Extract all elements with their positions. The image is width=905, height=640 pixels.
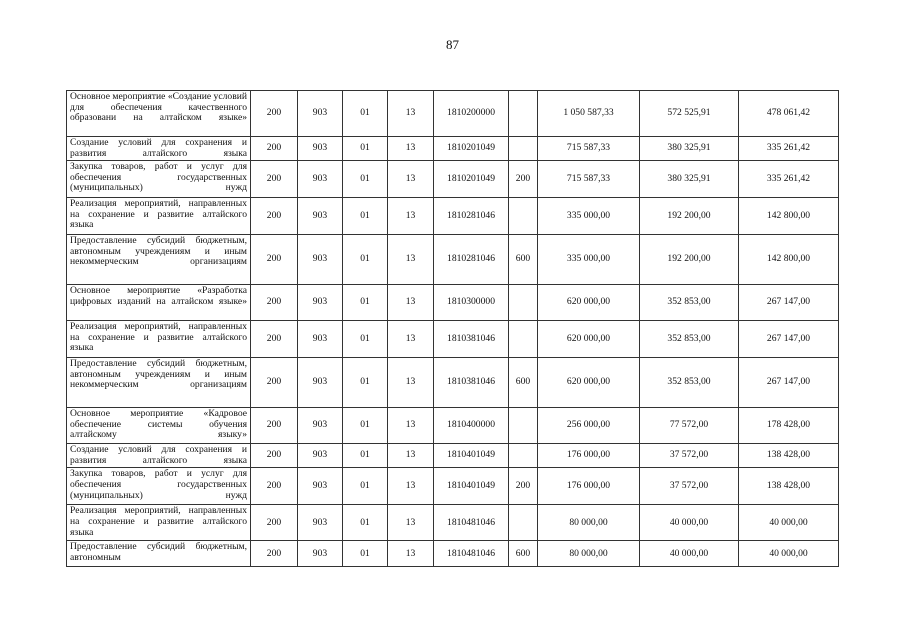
col-code-a: 200: [251, 541, 298, 567]
col-expense-type: [509, 408, 538, 444]
row-description: Реализация мероприятий, направленных на сохранение и развитие алтайского языка: [67, 321, 251, 358]
col-target-article: 1810200000: [434, 91, 509, 137]
col-target-article: 1810481046: [434, 505, 509, 541]
col-code-a: 200: [251, 468, 298, 505]
col-subsection: 13: [388, 198, 434, 235]
col-subsection: 13: [388, 444, 434, 468]
row-description: Основное мероприятие «Создание условий для обеспечения качественного образовани на алтайском языке»: [67, 91, 251, 137]
col-amount-year-1: 572 525,91: [640, 91, 739, 137]
col-expense-type: 200: [509, 161, 538, 198]
table-row: [67, 408, 839, 444]
col-expense-type: [509, 91, 538, 137]
col-amount-total: 80 000,00: [538, 505, 640, 541]
row-description: Основное мероприятие «Разработка цифровых изданий на алтайском языке»: [67, 285, 251, 321]
col-code-ministry: 903: [298, 541, 343, 567]
col-subsection: 13: [388, 468, 434, 505]
col-expense-type: 200: [509, 468, 538, 505]
table-row: [67, 285, 839, 321]
col-expense-type: [509, 321, 538, 358]
row-description: Создание условий для сохранения и развития алтайского языка: [67, 137, 251, 161]
col-code-a: 200: [251, 235, 298, 285]
col-subsection: 13: [388, 408, 434, 444]
col-code-a: 200: [251, 137, 298, 161]
col-amount-year-2: 138 428,00: [739, 468, 839, 505]
col-code-ministry: 903: [298, 468, 343, 505]
col-amount-year-2: 335 261,42: [739, 161, 839, 198]
row-description: Предоставление субсидий бюджетным, автономным учреждениям и иным некоммерческим организациям: [67, 358, 251, 408]
table-row: [67, 541, 839, 567]
col-code-ministry: 903: [298, 235, 343, 285]
col-code-ministry: 903: [298, 198, 343, 235]
row-description: Реализация мероприятий, направленных на сохранение и развитие алтайского языка: [67, 198, 251, 235]
col-code-ministry: 903: [298, 444, 343, 468]
col-expense-type: 600: [509, 235, 538, 285]
col-section: 01: [343, 137, 388, 161]
col-expense-type: [509, 198, 538, 235]
col-section: 01: [343, 198, 388, 235]
col-expense-type: 600: [509, 541, 538, 567]
table-row: [67, 137, 839, 161]
col-code-a: 200: [251, 444, 298, 468]
row-description: Предоставление субсидий бюджетным, автономным: [67, 541, 251, 567]
col-amount-total: 715 587,33: [538, 161, 640, 198]
col-expense-type: [509, 444, 538, 468]
col-code-a: 200: [251, 358, 298, 408]
col-amount-year-2: 40 000,00: [739, 541, 839, 567]
col-amount-year-2: 178 428,00: [739, 408, 839, 444]
col-amount-year-1: 380 325,91: [640, 137, 739, 161]
col-amount-total: 620 000,00: [538, 285, 640, 321]
col-target-article: 1810481046: [434, 541, 509, 567]
col-amount-year-1: 40 000,00: [640, 505, 739, 541]
col-amount-year-1: 37 572,00: [640, 444, 739, 468]
col-code-ministry: 903: [298, 358, 343, 408]
col-section: 01: [343, 541, 388, 567]
col-amount-year-1: 40 000,00: [640, 541, 739, 567]
row-description: Закупка товаров, работ и услуг для обеспечения государственных (муниципальных) нужд: [67, 468, 251, 505]
col-code-ministry: 903: [298, 91, 343, 137]
col-amount-year-2: 142 800,00: [739, 235, 839, 285]
col-code-a: 200: [251, 285, 298, 321]
table-row: [67, 235, 839, 285]
col-target-article: 1810381046: [434, 321, 509, 358]
col-target-article: 1810281046: [434, 198, 509, 235]
col-amount-year-2: 267 147,00: [739, 358, 839, 408]
table-row: [67, 161, 839, 198]
table-row: [67, 198, 839, 235]
col-subsection: 13: [388, 91, 434, 137]
col-amount-total: 80 000,00: [538, 541, 640, 567]
col-amount-total: 176 000,00: [538, 444, 640, 468]
col-amount-year-1: 192 200,00: [640, 198, 739, 235]
col-amount-year-1: 192 200,00: [640, 235, 739, 285]
col-amount-year-1: 352 853,00: [640, 285, 739, 321]
col-target-article: 1810401049: [434, 444, 509, 468]
table-row: [67, 505, 839, 541]
col-amount-total: 335 000,00: [538, 198, 640, 235]
col-code-a: 200: [251, 91, 298, 137]
col-expense-type: [509, 505, 538, 541]
col-target-article: 1810400000: [434, 408, 509, 444]
table-body: [67, 91, 839, 567]
table-row: [67, 444, 839, 468]
col-code-a: 200: [251, 321, 298, 358]
col-code-ministry: 903: [298, 408, 343, 444]
col-subsection: 13: [388, 505, 434, 541]
col-section: 01: [343, 468, 388, 505]
col-target-article: 1810401049: [434, 468, 509, 505]
col-amount-year-1: 352 853,00: [640, 358, 739, 408]
col-amount-year-2: 40 000,00: [739, 505, 839, 541]
col-code-ministry: 903: [298, 285, 343, 321]
col-code-ministry: 903: [298, 161, 343, 198]
col-expense-type: [509, 137, 538, 161]
col-section: 01: [343, 444, 388, 468]
col-amount-year-1: 380 325,91: [640, 161, 739, 198]
table-row: [67, 321, 839, 358]
col-section: 01: [343, 505, 388, 541]
col-amount-total: 335 000,00: [538, 235, 640, 285]
col-amount-year-2: 267 147,00: [739, 285, 839, 321]
col-amount-total: 256 000,00: [538, 408, 640, 444]
col-amount-total: 715 587,33: [538, 137, 640, 161]
col-amount-total: 620 000,00: [538, 358, 640, 408]
col-amount-total: 176 000,00: [538, 468, 640, 505]
table-row: [67, 91, 839, 137]
col-expense-type: [509, 285, 538, 321]
col-amount-year-2: 142 800,00: [739, 198, 839, 235]
col-amount-year-1: 77 572,00: [640, 408, 739, 444]
col-amount-year-2: 267 147,00: [739, 321, 839, 358]
col-expense-type: 600: [509, 358, 538, 408]
page-number: 87: [446, 37, 459, 52]
col-target-article: 1810300000: [434, 285, 509, 321]
col-section: 01: [343, 161, 388, 198]
table-row: [67, 468, 839, 505]
col-amount-year-2: 138 428,00: [739, 444, 839, 468]
col-code-a: 200: [251, 408, 298, 444]
col-subsection: 13: [388, 235, 434, 285]
col-section: 01: [343, 235, 388, 285]
col-target-article: 1810201049: [434, 161, 509, 198]
col-target-article: 1810201049: [434, 137, 509, 161]
col-code-a: 200: [251, 198, 298, 235]
col-subsection: 13: [388, 321, 434, 358]
col-code-ministry: 903: [298, 321, 343, 358]
col-subsection: 13: [388, 541, 434, 567]
col-section: 01: [343, 321, 388, 358]
col-subsection: 13: [388, 358, 434, 408]
col-amount-year-1: 352 853,00: [640, 321, 739, 358]
table-row: [67, 358, 839, 408]
col-subsection: 13: [388, 161, 434, 198]
col-section: 01: [343, 408, 388, 444]
col-subsection: 13: [388, 137, 434, 161]
col-target-article: 1810381046: [434, 358, 509, 408]
col-section: 01: [343, 358, 388, 408]
col-amount-total: 620 000,00: [538, 321, 640, 358]
row-description: Основное мероприятие «Кадровое обеспечение системы обучения алтайскому языку»: [67, 408, 251, 444]
col-code-a: 200: [251, 161, 298, 198]
row-description: Реализация мероприятий, направленных на сохранение и развитие алтайского языка: [67, 505, 251, 541]
col-amount-year-1: 37 572,00: [640, 468, 739, 505]
col-section: 01: [343, 91, 388, 137]
row-description: Предоставление субсидий бюджетным, автономным учреждениям и иным некоммерческим организациям: [67, 235, 251, 285]
col-amount-total: 1 050 587,33: [538, 91, 640, 137]
col-section: 01: [343, 285, 388, 321]
budget-table: [66, 90, 839, 567]
col-amount-year-2: 335 261,42: [739, 137, 839, 161]
col-amount-year-2: 478 061,42: [739, 91, 839, 137]
col-code-a: 200: [251, 505, 298, 541]
row-description: Закупка товаров, работ и услуг для обеспечения государственных (муниципальных) нужд: [67, 161, 251, 198]
col-code-ministry: 903: [298, 137, 343, 161]
col-subsection: 13: [388, 285, 434, 321]
col-target-article: 1810281046: [434, 235, 509, 285]
col-code-ministry: 903: [298, 505, 343, 541]
row-description: Создание условий для сохранения и развития алтайского языка: [67, 444, 251, 468]
